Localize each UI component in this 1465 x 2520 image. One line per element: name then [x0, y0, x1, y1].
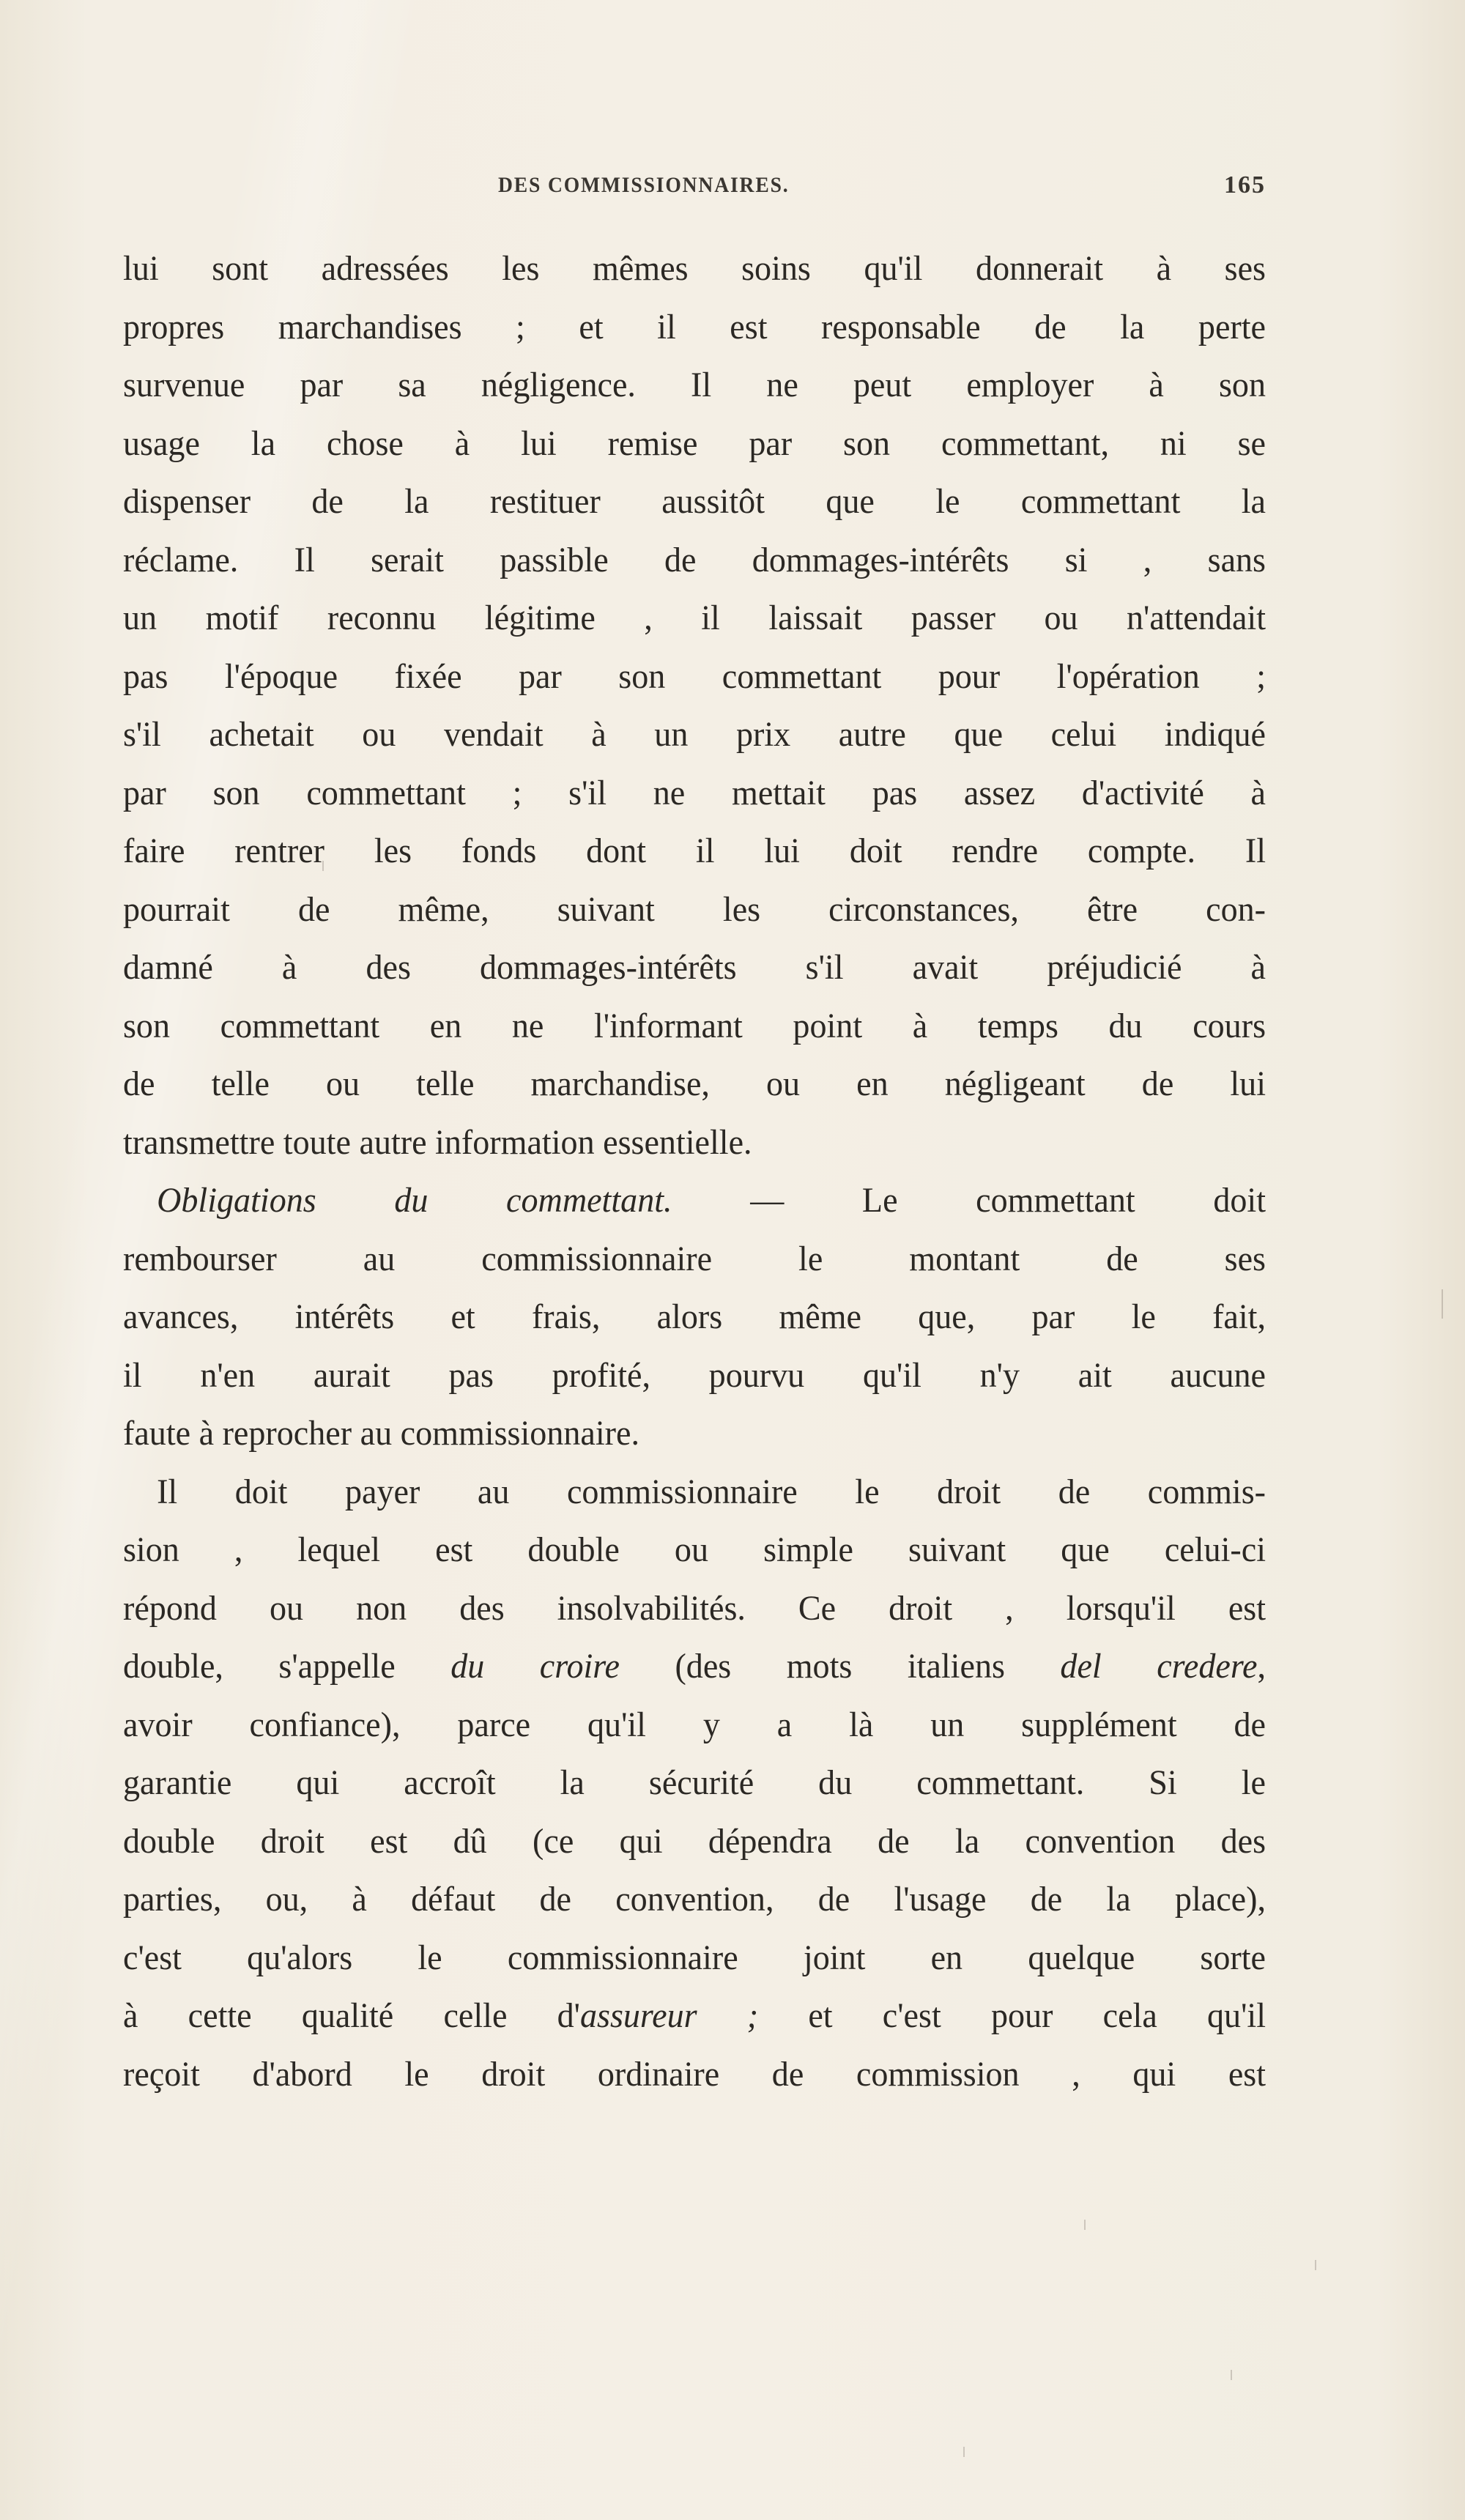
text-line: usage la chose à lui remise par son commettant, ni se: [123, 423, 1266, 463]
text-line: pourrait de même, suivant les circonstances, être con-: [123, 889, 1266, 929]
text-line: survenue par sa négligence. Il ne peut employer à son: [123, 366, 1266, 404]
text-fragment: à cette qualité celle d': [123, 1996, 580, 2035]
text-fragment: double, s'appelle: [123, 1647, 451, 1686]
text-line: rembourser au commissionnaire le montant de ses: [123, 1239, 1266, 1278]
text-line: parties, ou, à défaut de convention, de l'usage de la place),: [123, 1880, 1266, 1919]
text-line-assureur: [123, 1990, 1266, 2049]
text-fragment: (des mots italiens: [619, 1647, 1061, 1686]
italic-term-del-credere: del credere: [1060, 1647, 1258, 1686]
text-line: transmettre toute autre information essentielle.: [123, 1122, 752, 1162]
italic-term-assureur: assureur ;: [579, 1996, 759, 2035]
text-line: réclame. Il serait passible de dommages-intérêts si , sans: [123, 540, 1266, 579]
text-line: par son commettant ; s'il ne mettait pas assez d'activité à: [123, 773, 1266, 812]
paper-speck: [1315, 2260, 1316, 2270]
text-line: Il doit payer au commissionnaire le droit de commis-: [157, 1472, 1266, 1511]
text-line: faire rentrer les fonds dont il lui doit rendre compte. Il: [123, 831, 1266, 870]
text-line: propres marchandises ; et il est responsable de la perte: [123, 307, 1266, 346]
text-line: il n'en aurait pas profité, pourvu qu'il n'y ait aucune: [123, 1355, 1266, 1395]
text-line-du-croire: [123, 1641, 1266, 1700]
text-line: avoir confiance), parce qu'il y a là un supplément de: [123, 1705, 1266, 1744]
text-line: répond ou non des insolvabilités. Ce droit , lorsqu'il est: [123, 1588, 1266, 1628]
paper-speck: [963, 2447, 965, 2457]
paper-speck: [1231, 2370, 1232, 2380]
italic-term-du-croire: du croire: [450, 1647, 620, 1686]
text-line: un motif reconnu légitime , il laissait passer ou n'attendait: [123, 598, 1266, 637]
text-line: lui sont adressées les mêmes soins qu'il donnerait à ses: [123, 249, 1266, 288]
text-line: damné à des dommages-intérêts s'il avait préjudicié à: [123, 948, 1266, 987]
text-line: faute à reprocher au commissionnaire.: [123, 1414, 639, 1453]
text-line: pas l'époque fixée par son commettant pour l'opération ;: [123, 656, 1266, 696]
text-line: reçoit d'abord le droit ordinaire de commission , qui est: [123, 2054, 1266, 2094]
text-line: son commettant en ne l'informant point à temps du cours: [123, 1006, 1266, 1045]
paper-speck: [1084, 2220, 1086, 2230]
heading-continuation: — Le commettant doit: [672, 1181, 1266, 1220]
body-text: [123, 243, 1266, 2107]
text-line: c'est qu'alors le commissionnaire joint en quelque sorte: [123, 1938, 1266, 1977]
paper-speck: [322, 861, 324, 871]
text-fragment: ,: [1257, 1647, 1266, 1686]
text-line: dispenser de la restituer aussitôt que le commettant la: [123, 482, 1266, 521]
text-line: garantie qui accroît la sécurité du commettant. Si le: [123, 1763, 1266, 1802]
section-heading: Obligations du commettant.: [157, 1181, 672, 1220]
text-fragment: et c'est pour cela qu'il: [758, 1996, 1266, 2035]
section-heading-line: [123, 1175, 1266, 1234]
running-header: [123, 173, 1266, 202]
running-title: DES COMMISSIONNAIRES.: [498, 173, 790, 197]
text-line: double droit est dû (ce qui dépendra de la convention des: [123, 1821, 1266, 1861]
text-line: s'il achetait ou vendait à un prix autre que celui indiqué: [123, 715, 1266, 754]
text-line: avances, intérêts et frais, alors même que, par le fait,: [123, 1297, 1266, 1336]
text-line: de telle ou telle marchandise, ou en négligeant de lui: [123, 1064, 1266, 1103]
paper-speck: [1442, 1289, 1443, 1319]
page-number: 165: [1224, 171, 1266, 199]
text-line: sion , lequel est double ou simple suivant que celui-ci: [123, 1530, 1266, 1569]
